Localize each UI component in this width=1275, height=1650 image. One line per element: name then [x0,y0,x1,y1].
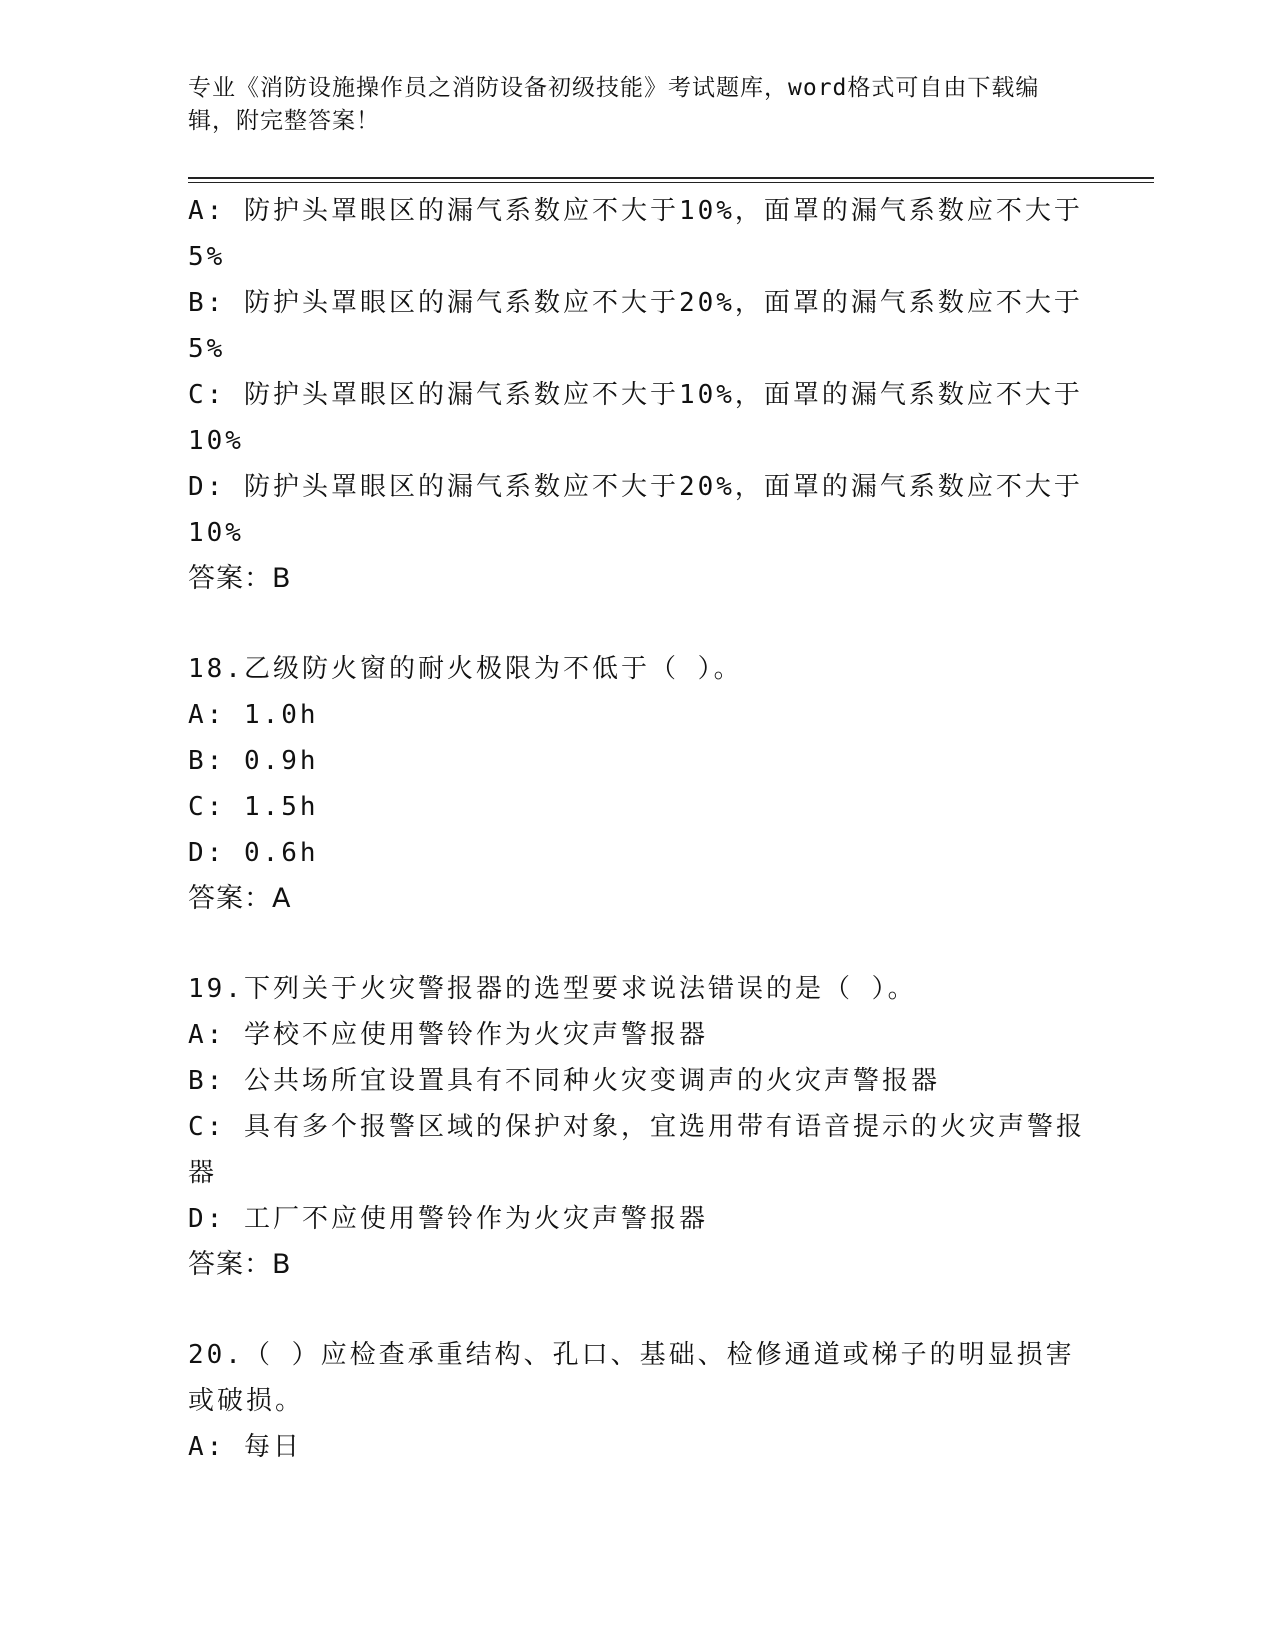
option-b-line-2: 5% [188,334,226,364]
option-a-line-1: A: 防护头罩眼区的漏气系数应不大于10%，面罩的漏气系数应不大于 [188,196,1083,226]
spacer [188,922,1088,966]
question-19 [188,966,1088,1288]
answer: 答案：A [188,883,292,914]
option-c-line-2: 器 [188,1158,218,1188]
question-list [188,188,1088,1470]
option-b: B: 公共场所宜设置具有不同种火灾变调声的火灾声警报器 [188,1066,940,1096]
question-17 [188,188,1088,602]
question-text: 18.乙级防火窗的耐火极限为不低于（ ）。 [188,654,743,684]
option-a: A: 学校不应使用警铃作为火灾声警报器 [188,1020,708,1050]
option-a: A: 1.0h [188,700,319,730]
header-rule-thick [188,177,1154,179]
option-c-line-1: C: 具有多个报警区域的保护对象，宜选用带有语音提示的火灾声警报 [188,1112,1085,1142]
header-rule-thin [188,182,1154,183]
answer: 答案：B [188,1249,292,1280]
spacer [188,602,1088,646]
option-d-line-1: D: 防护头罩眼区的漏气系数应不大于20%，面罩的漏气系数应不大于 [188,472,1083,502]
spacer [188,1288,1088,1332]
question-18 [188,646,1088,922]
option-c: C: 1.5h [188,792,319,822]
option-b: B: 0.9h [188,746,319,776]
answer: 答案：B [188,563,292,594]
question-20 [188,1332,1088,1470]
header-line-1: 专业《消防设施操作员之消防设备初级技能》考试题库，word格式可自由下载编 [188,75,1040,101]
option-b-line-1: B: 防护头罩眼区的漏气系数应不大于20%，面罩的漏气系数应不大于 [188,288,1083,318]
option-d: D: 0.6h [188,838,319,868]
question-text-line-2: 或破损。 [188,1386,305,1416]
header-line-2: 辑，附完整答案！ [188,108,380,134]
option-a: A: 每日 [188,1432,302,1462]
option-d-line-2: 10% [188,518,244,548]
document-header [188,72,1068,138]
question-text: 19.下列关于火灾警报器的选型要求说法错误的是（ ）。 [188,974,917,1004]
option-d: D: 工厂不应使用警铃作为火灾声警报器 [188,1204,708,1234]
option-c-line-1: C: 防护头罩眼区的漏气系数应不大于10%，面罩的漏气系数应不大于 [188,380,1083,410]
option-a-line-2: 5% [188,242,226,272]
option-c-line-2: 10% [188,426,244,456]
question-text-line-1: 20.（ ）应检查承重结构、孔口、基础、检修通道或梯子的明显损害 [188,1340,1075,1370]
